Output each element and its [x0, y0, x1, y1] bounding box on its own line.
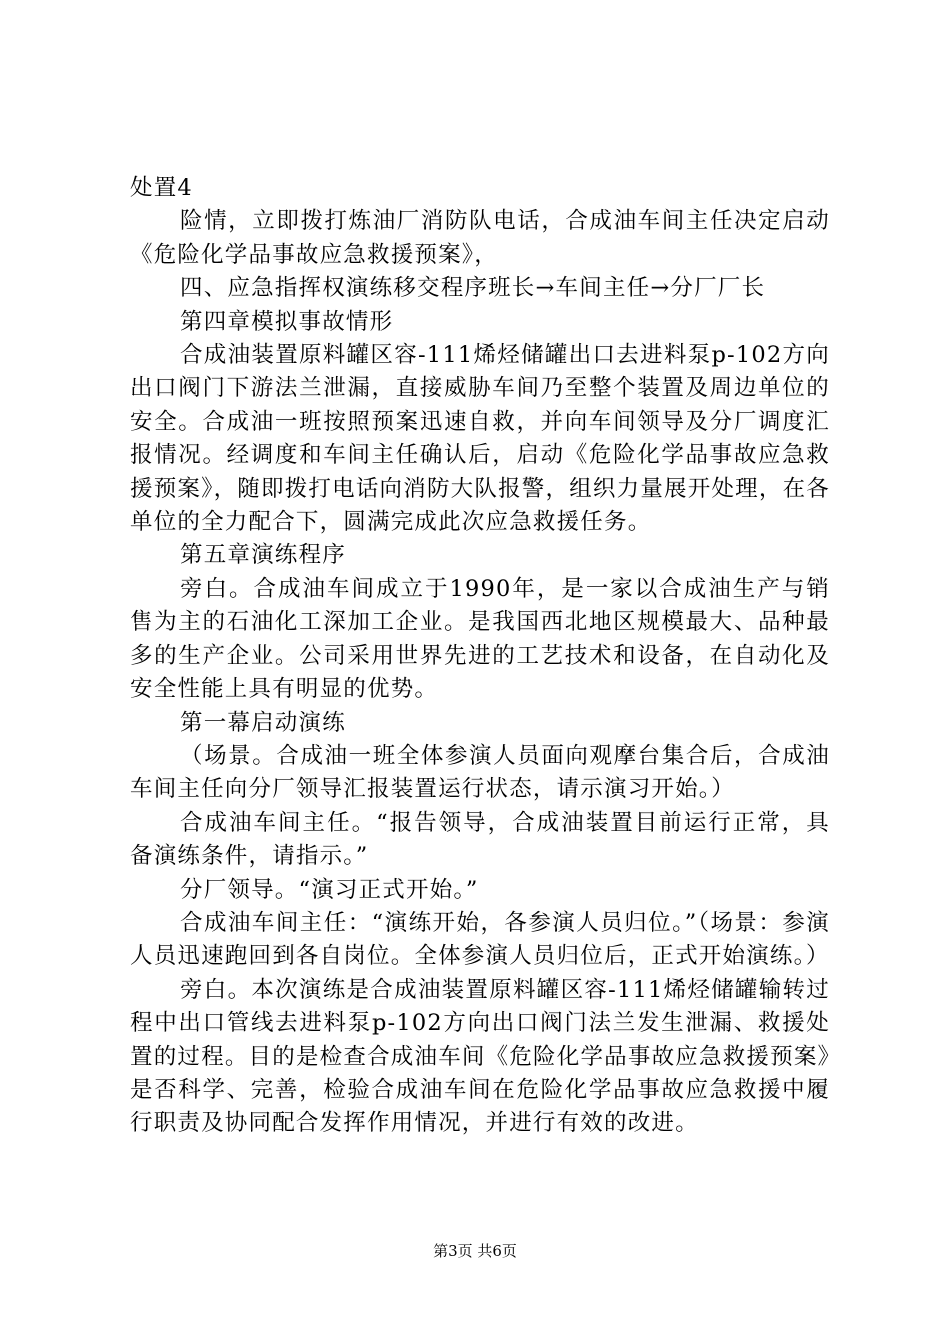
paragraph: 旁白。合成油车间成立于1990年，是一家以合成油生产与销售为主的石油化工深加工企业。是我国西北地区规模最大、品种最多的生产企业。公司采用世界先进的工艺技术和设备，在自动化及安全性能上具有明显的优势。 [130, 575, 830, 703]
paragraph: （场景。合成油一班全体参演人员面向观摩台集合后，合成油车间主任向分厂领导汇报装置运行状态，请示演习开始。） [130, 742, 830, 803]
paragraph: 合成油装置原料罐区容-111烯烃储罐出口去进料泵p-102方向出口阀门下游法兰泄漏，直接威胁车间乃至整个装置及周边单位的安全。合成油一班按照预案迅速自救，并向车间领导及分厂调度汇报情况。经调度和车间主任确认后，启动《危险化学品事故应急救援预案》，随即拨打电话向消防大队报警，组织力量展开处理，在各单位的全力配合下，圆满完成此次应急救援任务。 [130, 342, 830, 536]
paragraph: 四、应急指挥权演练移交程序班长→车间主任→分厂厂长 [180, 275, 766, 302]
document-body [130, 172, 830, 1141]
paragraph: 合成油车间主任：“演练开始，各参演人员归位。”（场景：参演人员迅速跑回到各自岗位。全体参演人员归位后，正式开始演练。） [130, 909, 830, 970]
page-number-footer: 第3页 共6页 [433, 1242, 517, 1260]
paragraph: 处置4 [130, 175, 193, 201]
paragraph: 分厂领导。“演习正式开始。” [180, 876, 479, 903]
section-heading: 第五章演练程序 [180, 542, 346, 569]
paragraph: 旁白。本次演练是合成油装置原料罐区容-111烯烃储罐输转过程中出口管线去进料泵p-102方向出口阀门法兰发生泄漏、救援处置的过程。目的是检查合成油车间《危险化学品事故应急救援预案》是否科学、完善，检验合成油车间在危险化学品事故应急救援中履行职责及协同配合发挥作用情况，并进行有效的改进。 [130, 976, 830, 1137]
section-heading: 第四章模拟事故情形 [180, 308, 394, 335]
paragraph: 险情，立即拨打炼油厂消防队电话，合成油车间主任决定启动《危险化学品事故应急救援预案》， [130, 208, 830, 268]
section-heading: 第一幕启动演练 [180, 709, 346, 736]
paragraph: 合成油车间主任。“报告领导，合成油装置目前运行正常，具备演练条件，请指示。” [130, 809, 830, 870]
